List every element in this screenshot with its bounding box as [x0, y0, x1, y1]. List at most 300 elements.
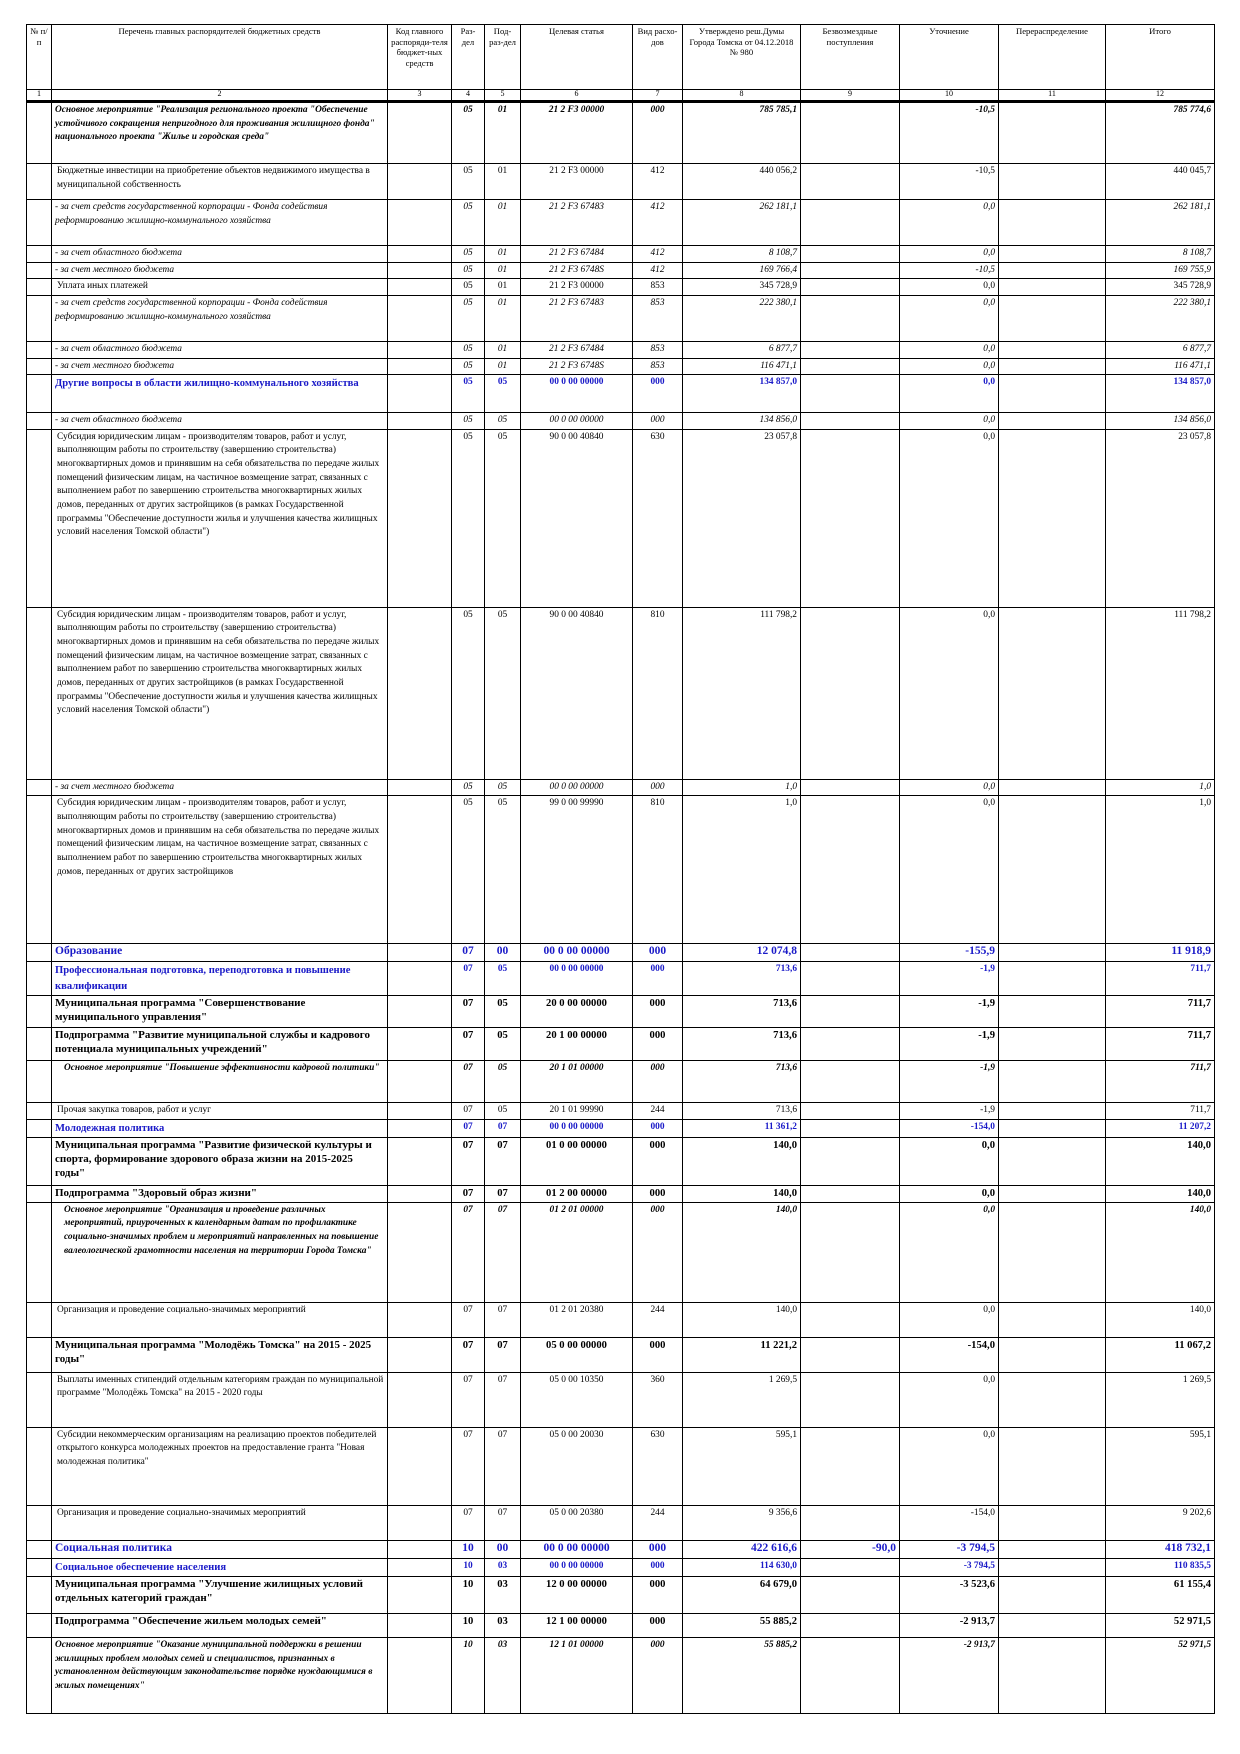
cell-name: Бюджетные инвестиции на приобретение объектов недвижимого имущества в муниципальной собственность: [52, 164, 388, 200]
cell-utoch: -1,9: [900, 996, 999, 1028]
cell-razdel: 07: [452, 1186, 485, 1203]
cell-itogo: 61 155,4: [1106, 1577, 1215, 1614]
cell-perer: [999, 341, 1106, 358]
cell-perer: [999, 962, 1106, 996]
cell-perer: [999, 1577, 1106, 1614]
cell-vid: 000: [633, 1558, 683, 1576]
column-number: 5: [485, 90, 521, 102]
column-number: 6: [521, 90, 633, 102]
cell-bezv: [801, 200, 900, 246]
cell-itogo: 6 877,7: [1106, 341, 1215, 358]
cell-num: [27, 429, 52, 607]
cell-vid: 244: [633, 1505, 683, 1540]
cell-podrazdel: 01: [485, 246, 521, 263]
cell-razdel: 10: [452, 1614, 485, 1638]
cell-vid: 000: [633, 779, 683, 796]
cell-vid: 000: [633, 1614, 683, 1638]
cell-utv: 222 380,1: [683, 295, 801, 341]
cell-vid: 244: [633, 1302, 683, 1337]
cell-razdel: 07: [452, 1138, 485, 1186]
cell-podrazdel: 01: [485, 262, 521, 279]
cell-cs: 20 1 01 00000: [521, 1061, 633, 1103]
cell-utoch: 0,0: [900, 1202, 999, 1302]
cell-perer: [999, 1202, 1106, 1302]
cell-num: [27, 246, 52, 263]
cell-code: [388, 1103, 452, 1120]
cell-code: [388, 279, 452, 296]
table-row: [27, 1138, 1215, 1186]
cell-perer: [999, 1119, 1106, 1137]
cell-utoch: -154,0: [900, 1337, 999, 1372]
table-row: [27, 262, 1215, 279]
cell-name: Молодежная политика: [52, 1119, 388, 1137]
cell-bezv: [801, 1028, 900, 1061]
cell-itogo: 418 732,1: [1106, 1540, 1215, 1558]
cell-cs: 21 2 F3 00000: [521, 164, 633, 200]
cell-bezv: [801, 1614, 900, 1638]
cell-utoch: 0,0: [900, 779, 999, 796]
cell-podrazdel: 03: [485, 1558, 521, 1576]
cell-utoch: -10,5: [900, 164, 999, 200]
cell-num: [27, 262, 52, 279]
cell-utoch: -3 794,5: [900, 1540, 999, 1558]
cell-razdel: 05: [452, 200, 485, 246]
cell-num: [27, 944, 52, 962]
cell-podrazdel: 05: [485, 996, 521, 1028]
table-row: [27, 295, 1215, 341]
cell-vid: 000: [633, 102, 683, 164]
cell-num: [27, 1337, 52, 1372]
cell-utoch: 0,0: [900, 1186, 999, 1203]
cell-num: [27, 1638, 52, 1714]
cell-bezv: [801, 796, 900, 944]
cell-utv: 55 885,2: [683, 1638, 801, 1714]
cell-utoch: -155,9: [900, 944, 999, 962]
column-number: 8: [683, 90, 801, 102]
cell-num: [27, 375, 52, 413]
cell-podrazdel: 05: [485, 413, 521, 430]
cell-num: [27, 358, 52, 375]
cell-name: - за счет местного бюджета: [52, 779, 388, 796]
cell-vid: 360: [633, 1372, 683, 1427]
cell-podrazdel: 07: [485, 1186, 521, 1203]
cell-itogo: 262 181,1: [1106, 200, 1215, 246]
cell-utoch: -154,0: [900, 1505, 999, 1540]
table-row: [27, 1119, 1215, 1137]
cell-bezv: [801, 1337, 900, 1372]
cell-vid: 853: [633, 358, 683, 375]
table-row: [27, 1505, 1215, 1540]
header-cell: Безвозмездные поступления: [801, 25, 900, 90]
cell-perer: [999, 295, 1106, 341]
cell-razdel: 05: [452, 607, 485, 779]
cell-perer: [999, 1638, 1106, 1714]
budget-table-sheet: [26, 24, 1214, 1714]
cell-razdel: 10: [452, 1540, 485, 1558]
column-number: 9: [801, 90, 900, 102]
table-row: [27, 1337, 1215, 1372]
cell-utoch: 0,0: [900, 607, 999, 779]
table-body: [27, 102, 1215, 1714]
table-row: [27, 375, 1215, 413]
cell-bezv: [801, 341, 900, 358]
cell-perer: [999, 1061, 1106, 1103]
cell-razdel: 07: [452, 1337, 485, 1372]
cell-code: [388, 1202, 452, 1302]
cell-itogo: 1,0: [1106, 796, 1215, 944]
cell-vid: 000: [633, 996, 683, 1028]
cell-podrazdel: 03: [485, 1577, 521, 1614]
cell-itogo: 1,0: [1106, 779, 1215, 796]
cell-utoch: -3 523,6: [900, 1577, 999, 1614]
table-row: [27, 413, 1215, 430]
column-number: 7: [633, 90, 683, 102]
cell-utoch: 0,0: [900, 279, 999, 296]
cell-num: [27, 164, 52, 200]
cell-cs: 21 2 F3 00000: [521, 102, 633, 164]
cell-bezv: [801, 1505, 900, 1540]
cell-itogo: 11 207,2: [1106, 1119, 1215, 1137]
cell-bezv: [801, 996, 900, 1028]
table-row: [27, 164, 1215, 200]
cell-podrazdel: 07: [485, 1302, 521, 1337]
cell-num: [27, 1614, 52, 1638]
cell-razdel: 05: [452, 102, 485, 164]
cell-bezv: [801, 295, 900, 341]
cell-bezv: [801, 279, 900, 296]
cell-perer: [999, 1372, 1106, 1427]
cell-cs: 20 0 00 00000: [521, 996, 633, 1028]
cell-utv: 6 877,7: [683, 341, 801, 358]
header-cell: Вид расхо-дов: [633, 25, 683, 90]
cell-perer: [999, 262, 1106, 279]
cell-vid: 810: [633, 607, 683, 779]
cell-podrazdel: 05: [485, 1028, 521, 1061]
cell-razdel: 07: [452, 1372, 485, 1427]
cell-cs: 00 0 00 00000: [521, 375, 633, 413]
table-row: [27, 1540, 1215, 1558]
cell-name: Основное мероприятие "Организация и проведение различных мероприятий, приуроченных к календарным датам по профилактике социально-значимых проблем и мероприятий направленных на повышение валеологической грамотности населения на территории Города Томска": [52, 1202, 388, 1302]
cell-bezv: [801, 1061, 900, 1103]
cell-utoch: 0,0: [900, 200, 999, 246]
cell-perer: [999, 796, 1106, 944]
cell-razdel: 10: [452, 1638, 485, 1714]
header-cell: Код главного распоряди-теля бюджет-ных средств: [388, 25, 452, 90]
cell-name: Субсидия юридическим лицам - производителям товаров, работ и услуг, выполняющим работы по строительству (завершению строительства) многоквартирных домов и принявшим на себя обязательства по передаче жилых помещений физическим лицам, на частичное возмещение затрат, связанных с выполнением работ по завершению строительства многоквартирных жилых домов, переданных от других застройщиков (в рамках Государственной программы "Обеспечение доступности жилья и улучшения качества жилищных условий населения Томской области"): [52, 607, 388, 779]
cell-bezv: [801, 1558, 900, 1576]
cell-podrazdel: 01: [485, 341, 521, 358]
cell-podrazdel: 01: [485, 200, 521, 246]
cell-utoch: 0,0: [900, 375, 999, 413]
cell-perer: [999, 200, 1106, 246]
header-cell: Целевая статья: [521, 25, 633, 90]
cell-name: Подпрограмма "Развитие муниципальной службы и кадрового потенциала муниципальных учреждений": [52, 1028, 388, 1061]
cell-utoch: 0,0: [900, 1372, 999, 1427]
cell-num: [27, 1558, 52, 1576]
cell-utv: 111 798,2: [683, 607, 801, 779]
cell-utv: 64 679,0: [683, 1577, 801, 1614]
table-row: [27, 279, 1215, 296]
cell-utv: 713,6: [683, 1028, 801, 1061]
cell-vid: 000: [633, 1202, 683, 1302]
cell-name: Муниципальная программа "Улучшение жилищных условий отдельных категорий граждан": [52, 1577, 388, 1614]
cell-razdel: 07: [452, 1061, 485, 1103]
cell-num: [27, 1103, 52, 1120]
cell-name: - за счет местного бюджета: [52, 358, 388, 375]
cell-vid: 000: [633, 375, 683, 413]
cell-utoch: 0,0: [900, 1138, 999, 1186]
cell-utv: 422 616,6: [683, 1540, 801, 1558]
cell-utv: 11 361,2: [683, 1119, 801, 1137]
cell-bezv: [801, 375, 900, 413]
cell-code: [388, 779, 452, 796]
cell-utoch: -154,0: [900, 1119, 999, 1137]
cell-razdel: 07: [452, 962, 485, 996]
cell-perer: [999, 1540, 1106, 1558]
table-row: [27, 1558, 1215, 1576]
cell-utv: 8 108,7: [683, 246, 801, 263]
cell-code: [388, 1061, 452, 1103]
cell-utoch: 0,0: [900, 429, 999, 607]
cell-razdel: 05: [452, 796, 485, 944]
cell-cs: 01 2 00 00000: [521, 1186, 633, 1203]
table-row: [27, 1186, 1215, 1203]
table-row: [27, 1427, 1215, 1505]
cell-razdel: 07: [452, 1427, 485, 1505]
cell-bezv: [801, 1138, 900, 1186]
cell-podrazdel: 01: [485, 358, 521, 375]
cell-utoch: 0,0: [900, 413, 999, 430]
cell-name: Организация и проведение социально-значимых мероприятий: [52, 1302, 388, 1337]
cell-name: - за счет областного бюджета: [52, 413, 388, 430]
cell-cs: 21 2 F3 00000: [521, 279, 633, 296]
cell-bezv: [801, 358, 900, 375]
cell-code: [388, 796, 452, 944]
cell-itogo: 110 835,5: [1106, 1558, 1215, 1576]
cell-utv: 713,6: [683, 1061, 801, 1103]
cell-name: Социальная политика: [52, 1540, 388, 1558]
cell-podrazdel: 00: [485, 1540, 521, 1558]
cell-itogo: 595,1: [1106, 1427, 1215, 1505]
cell-utv: 595,1: [683, 1427, 801, 1505]
cell-bezv: [801, 1186, 900, 1203]
cell-num: [27, 1061, 52, 1103]
table-row: [27, 779, 1215, 796]
cell-podrazdel: 01: [485, 102, 521, 164]
cell-cs: 21 2 F3 67483: [521, 200, 633, 246]
cell-cs: 05 0 00 20380: [521, 1505, 633, 1540]
cell-code: [388, 341, 452, 358]
cell-bezv: [801, 1577, 900, 1614]
cell-num: [27, 607, 52, 779]
cell-itogo: 711,7: [1106, 1103, 1215, 1120]
cell-perer: [999, 1558, 1106, 1576]
cell-bezv: [801, 1119, 900, 1137]
cell-code: [388, 1577, 452, 1614]
cell-utv: 1,0: [683, 796, 801, 944]
cell-podrazdel: 05: [485, 1103, 521, 1120]
cell-code: [388, 246, 452, 263]
cell-vid: 853: [633, 279, 683, 296]
cell-bezv: [801, 1638, 900, 1714]
cell-code: [388, 1028, 452, 1061]
cell-vid: 000: [633, 1337, 683, 1372]
cell-name: Основное мероприятие "Реализация регионального проекта "Обеспечение устойчивого сокращения непригодного для проживания жилищного фонда" национального проекта "Жилье и городская среда": [52, 102, 388, 164]
cell-perer: [999, 607, 1106, 779]
table-row: [27, 1614, 1215, 1638]
cell-vid: 630: [633, 429, 683, 607]
cell-perer: [999, 279, 1106, 296]
cell-itogo: 52 971,5: [1106, 1614, 1215, 1638]
header-cell: Под-раз-дел: [485, 25, 521, 90]
cell-code: [388, 375, 452, 413]
cell-itogo: 11 918,9: [1106, 944, 1215, 962]
cell-itogo: 1 269,5: [1106, 1372, 1215, 1427]
cell-vid: 853: [633, 341, 683, 358]
cell-utv: 140,0: [683, 1186, 801, 1203]
cell-itogo: 140,0: [1106, 1138, 1215, 1186]
cell-code: [388, 1427, 452, 1505]
cell-itogo: 8 108,7: [1106, 246, 1215, 263]
cell-vid: 810: [633, 796, 683, 944]
cell-razdel: 07: [452, 996, 485, 1028]
cell-vid: 630: [633, 1427, 683, 1505]
cell-bezv: [801, 429, 900, 607]
cell-code: [388, 996, 452, 1028]
cell-utoch: 0,0: [900, 341, 999, 358]
cell-name: - за счет средств государственной корпорации - Фонда содействия реформированию жилищно-коммунального хозяйства: [52, 200, 388, 246]
cell-razdel: 05: [452, 358, 485, 375]
cell-cs: 00 0 00 00000: [521, 1540, 633, 1558]
cell-utv: 345 728,9: [683, 279, 801, 296]
cell-name: Основное мероприятие "Оказание муниципальной поддержки в решении жилищных проблем молодых семей и специалистов, признанных в установленном действующим законодательстве порядке нуждающимися в жилых помещениях": [52, 1638, 388, 1714]
cell-podrazdel: 05: [485, 962, 521, 996]
cell-utv: 785 785,1: [683, 102, 801, 164]
cell-code: [388, 413, 452, 430]
cell-perer: [999, 1302, 1106, 1337]
table-row: [27, 1103, 1215, 1120]
cell-code: [388, 1505, 452, 1540]
cell-code: [388, 1372, 452, 1427]
cell-num: [27, 279, 52, 296]
table-row: [27, 1061, 1215, 1103]
cell-utv: 55 885,2: [683, 1614, 801, 1638]
cell-itogo: 711,7: [1106, 962, 1215, 996]
cell-podrazdel: 05: [485, 375, 521, 413]
cell-cs: 21 2 F3 6748S: [521, 358, 633, 375]
table-row: [27, 102, 1215, 164]
cell-razdel: 05: [452, 413, 485, 430]
cell-cs: 01 0 00 00000: [521, 1138, 633, 1186]
cell-bezv: -90,0: [801, 1540, 900, 1558]
table-row: [27, 246, 1215, 263]
cell-bezv: [801, 164, 900, 200]
cell-num: [27, 341, 52, 358]
cell-code: [388, 944, 452, 962]
cell-bezv: [801, 1427, 900, 1505]
cell-cs: 21 2 F3 6748S: [521, 262, 633, 279]
cell-podrazdel: 00: [485, 944, 521, 962]
cell-cs: 01 2 01 00000: [521, 1202, 633, 1302]
cell-itogo: 23 057,8: [1106, 429, 1215, 607]
cell-perer: [999, 102, 1106, 164]
cell-utv: 11 221,2: [683, 1337, 801, 1372]
cell-name: Организация и проведение социально-значимых мероприятий: [52, 1505, 388, 1540]
cell-utv: 134 856,0: [683, 413, 801, 430]
cell-podrazdel: 05: [485, 1061, 521, 1103]
cell-perer: [999, 1505, 1106, 1540]
cell-name: Прочая закупка товаров, работ и услуг: [52, 1103, 388, 1120]
cell-name: Подпрограмма "Обеспечение жильем молодых семей": [52, 1614, 388, 1638]
cell-perer: [999, 1186, 1106, 1203]
cell-vid: 244: [633, 1103, 683, 1120]
column-number: 3: [388, 90, 452, 102]
cell-name: - за счет местного бюджета: [52, 262, 388, 279]
cell-num: [27, 796, 52, 944]
cell-name: Профессиональная подготовка, переподготовка и повышение квалификации: [52, 962, 388, 996]
cell-utv: 1,0: [683, 779, 801, 796]
cell-itogo: 345 728,9: [1106, 279, 1215, 296]
cell-itogo: 711,7: [1106, 1061, 1215, 1103]
cell-name: - за счет областного бюджета: [52, 341, 388, 358]
cell-utoch: -10,5: [900, 102, 999, 164]
cell-podrazdel: 01: [485, 279, 521, 296]
cell-podrazdel: 07: [485, 1427, 521, 1505]
table-row: [27, 962, 1215, 996]
cell-name: - за счет средств государственной корпорации - Фонда содействия реформированию жилищно-коммунального хозяйства: [52, 295, 388, 341]
cell-cs: 05 0 00 10350: [521, 1372, 633, 1427]
cell-name: Уплата иных платежей: [52, 279, 388, 296]
cell-razdel: 07: [452, 1028, 485, 1061]
table-row: [27, 358, 1215, 375]
cell-bezv: [801, 779, 900, 796]
cell-cs: 12 1 01 00000: [521, 1638, 633, 1714]
cell-vid: 000: [633, 1540, 683, 1558]
cell-utoch: 0,0: [900, 796, 999, 944]
cell-code: [388, 1302, 452, 1337]
cell-num: [27, 413, 52, 430]
cell-vid: 000: [633, 944, 683, 962]
cell-code: [388, 102, 452, 164]
cell-razdel: 05: [452, 295, 485, 341]
cell-num: [27, 200, 52, 246]
cell-name: Муниципальная программа "Совершенствование муниципального управления": [52, 996, 388, 1028]
cell-cs: 00 0 00 00000: [521, 944, 633, 962]
cell-razdel: 07: [452, 1302, 485, 1337]
cell-razdel: 10: [452, 1577, 485, 1614]
cell-podrazdel: 03: [485, 1638, 521, 1714]
cell-utv: 140,0: [683, 1202, 801, 1302]
cell-name: Другие вопросы в области жилищно-коммунального хозяйства: [52, 375, 388, 413]
cell-vid: 000: [633, 1061, 683, 1103]
cell-bezv: [801, 944, 900, 962]
table-row: [27, 1302, 1215, 1337]
cell-utv: 713,6: [683, 1103, 801, 1120]
cell-vid: 853: [633, 295, 683, 341]
cell-podrazdel: 01: [485, 295, 521, 341]
cell-perer: [999, 429, 1106, 607]
cell-cs: 00 0 00 00000: [521, 1119, 633, 1137]
cell-utv: 9 356,6: [683, 1505, 801, 1540]
cell-utoch: -2 913,7: [900, 1638, 999, 1714]
table-row: [27, 1028, 1215, 1061]
cell-num: [27, 1505, 52, 1540]
table-row: [27, 429, 1215, 607]
cell-bezv: [801, 1372, 900, 1427]
cell-num: [27, 1302, 52, 1337]
cell-razdel: 05: [452, 262, 485, 279]
header-cell: Итого: [1106, 25, 1215, 90]
